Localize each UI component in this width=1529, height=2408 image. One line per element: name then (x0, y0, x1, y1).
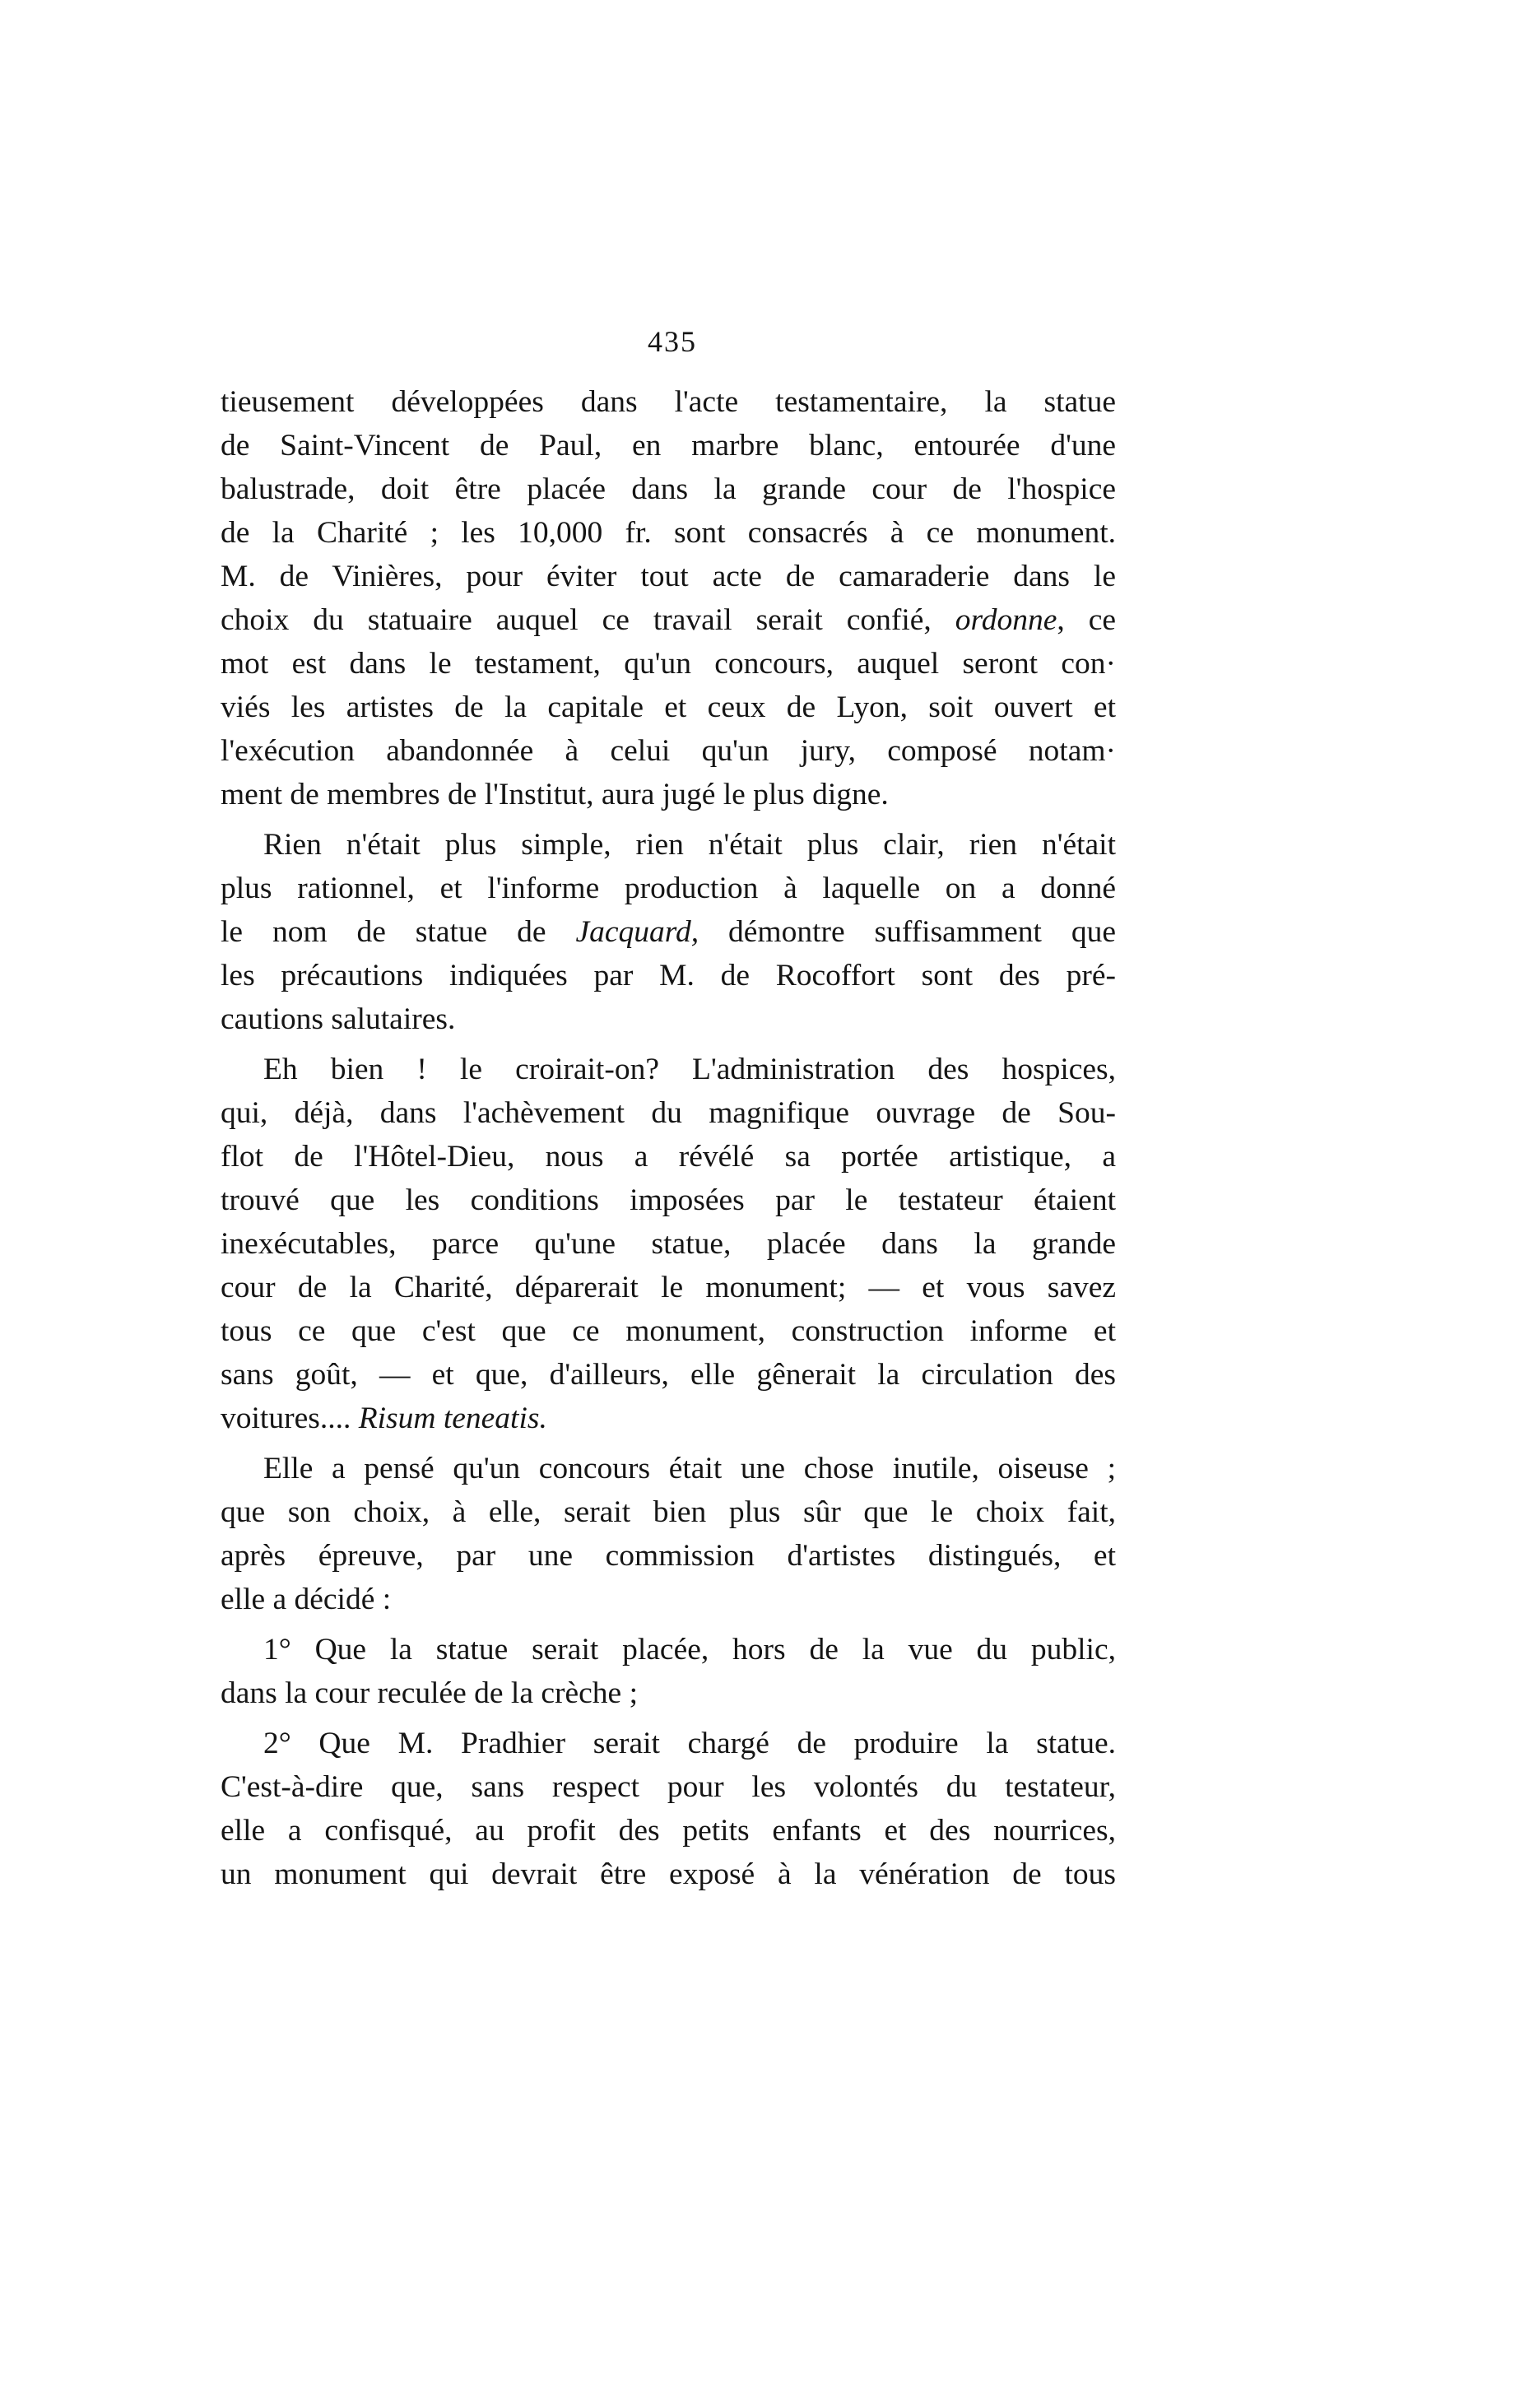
text-line: dans la cour reculée de la crèche ; (221, 1676, 638, 1710)
text-line (221, 910, 1116, 954)
text-line: elle a décidé : (221, 1583, 392, 1616)
text-line: un monument qui devrait être exposé à la vénération de tous (221, 1857, 1116, 1891)
text-line: sans goût, — et que, d'ailleurs, elle gênerait la circulation des (221, 1358, 1116, 1392)
text-line: M. de Vinières, pour éviter tout acte de camaraderie dans le (221, 560, 1116, 593)
text-line (221, 1397, 1116, 1440)
text-line: balustrade, doit être placée dans la grande cour de l'hospice (221, 472, 1116, 506)
text-line: plus rationnel, et l'informe production à laquelle on a donné (221, 872, 1116, 905)
text-line: C'est-à-dire que, sans respect pour les volontés du testateur, (221, 1770, 1116, 1804)
text-line: que son choix, à elle, serait bien plus sûr que le choix fait, (221, 1495, 1116, 1529)
text-line: 2° Que M. Pradhier serait chargé de produire la statue. (263, 1727, 1116, 1760)
text-line: flot de l'Hôtel-Dieu, nous a révélé sa portée artistique, a (221, 1140, 1116, 1174)
italic-phrase: Risum teneatis. (358, 1402, 547, 1435)
text-line: de la Charité ; les 10,000 fr. sont consacrés à ce monument. (221, 516, 1116, 550)
text-line: cautions salutaires. (221, 1002, 456, 1036)
text-run: , ce (1057, 603, 1116, 637)
text-line: après épreuve, par une commission d'artistes distingués, et (221, 1539, 1116, 1573)
text-line: ment de membres de l'Institut, aura jugé le plus digne. (221, 778, 889, 811)
paragraph-1 (221, 380, 1116, 816)
text-line: tieusement développées dans l'acte testamentaire, la statue (221, 385, 1116, 419)
text-line (221, 598, 1116, 642)
paragraph-5 (221, 1628, 1116, 1715)
text-line: mot est dans le testament, qu'un concours, auquel seront con· (221, 647, 1116, 681)
italic-word: Jacquard, (575, 915, 699, 949)
text-line: de Saint-Vincent de Paul, en marbre blanc, entourée d'une (221, 429, 1116, 463)
text-line: Eh bien ! le croirait-on? L'administration des hospices, (263, 1053, 1116, 1086)
text-line: Elle a pensé qu'un concours était une chose inutile, oiseuse ; (263, 1452, 1116, 1485)
text-line: viés les artistes de la capitale et ceux de Lyon, soit ouvert et (221, 690, 1116, 724)
text-run: voitures.... (221, 1402, 351, 1435)
text-line: inexécutables, parce qu'une statue, placée dans la grande (221, 1227, 1116, 1261)
paragraph-4 (221, 1447, 1116, 1621)
text-line: qui, déjà, dans l'achèvement du magnifique ouvrage de Sou- (221, 1096, 1116, 1130)
text-line: trouvé que les conditions imposées par le testateur étaient (221, 1183, 1116, 1217)
text-run: démontre suffisamment que (728, 915, 1117, 949)
body-text (221, 380, 1116, 1896)
text-line: elle a confisqué, au profit des petits enfants et des nourrices, (221, 1814, 1116, 1848)
text-run: le nom de statue de (221, 915, 546, 949)
text-line: l'exécution abandonnée à celui qu'un jury, composé notam· (221, 734, 1116, 768)
italic-word: ordonne (955, 603, 1057, 637)
text-line: les précautions indiquées par M. de Rocoffort sont des pré- (221, 959, 1116, 992)
text-line: 1° Que la statue serait placée, hors de la vue du public, (263, 1633, 1116, 1667)
paragraph-6 (221, 1722, 1116, 1896)
text-line: cour de la Charité, déparerait le monument; — et vous savez (221, 1271, 1116, 1304)
text-line: Rien n'était plus simple, rien n'était plus clair, rien n'était (263, 828, 1116, 862)
paragraph-2 (221, 823, 1116, 1041)
paragraph-3 (221, 1048, 1116, 1440)
text-run: choix du statuaire auquel ce travail serait confié, (221, 603, 932, 637)
page-number: 435 (648, 325, 697, 358)
text-line: tous ce que c'est que ce monument, construction informe et (221, 1314, 1116, 1348)
